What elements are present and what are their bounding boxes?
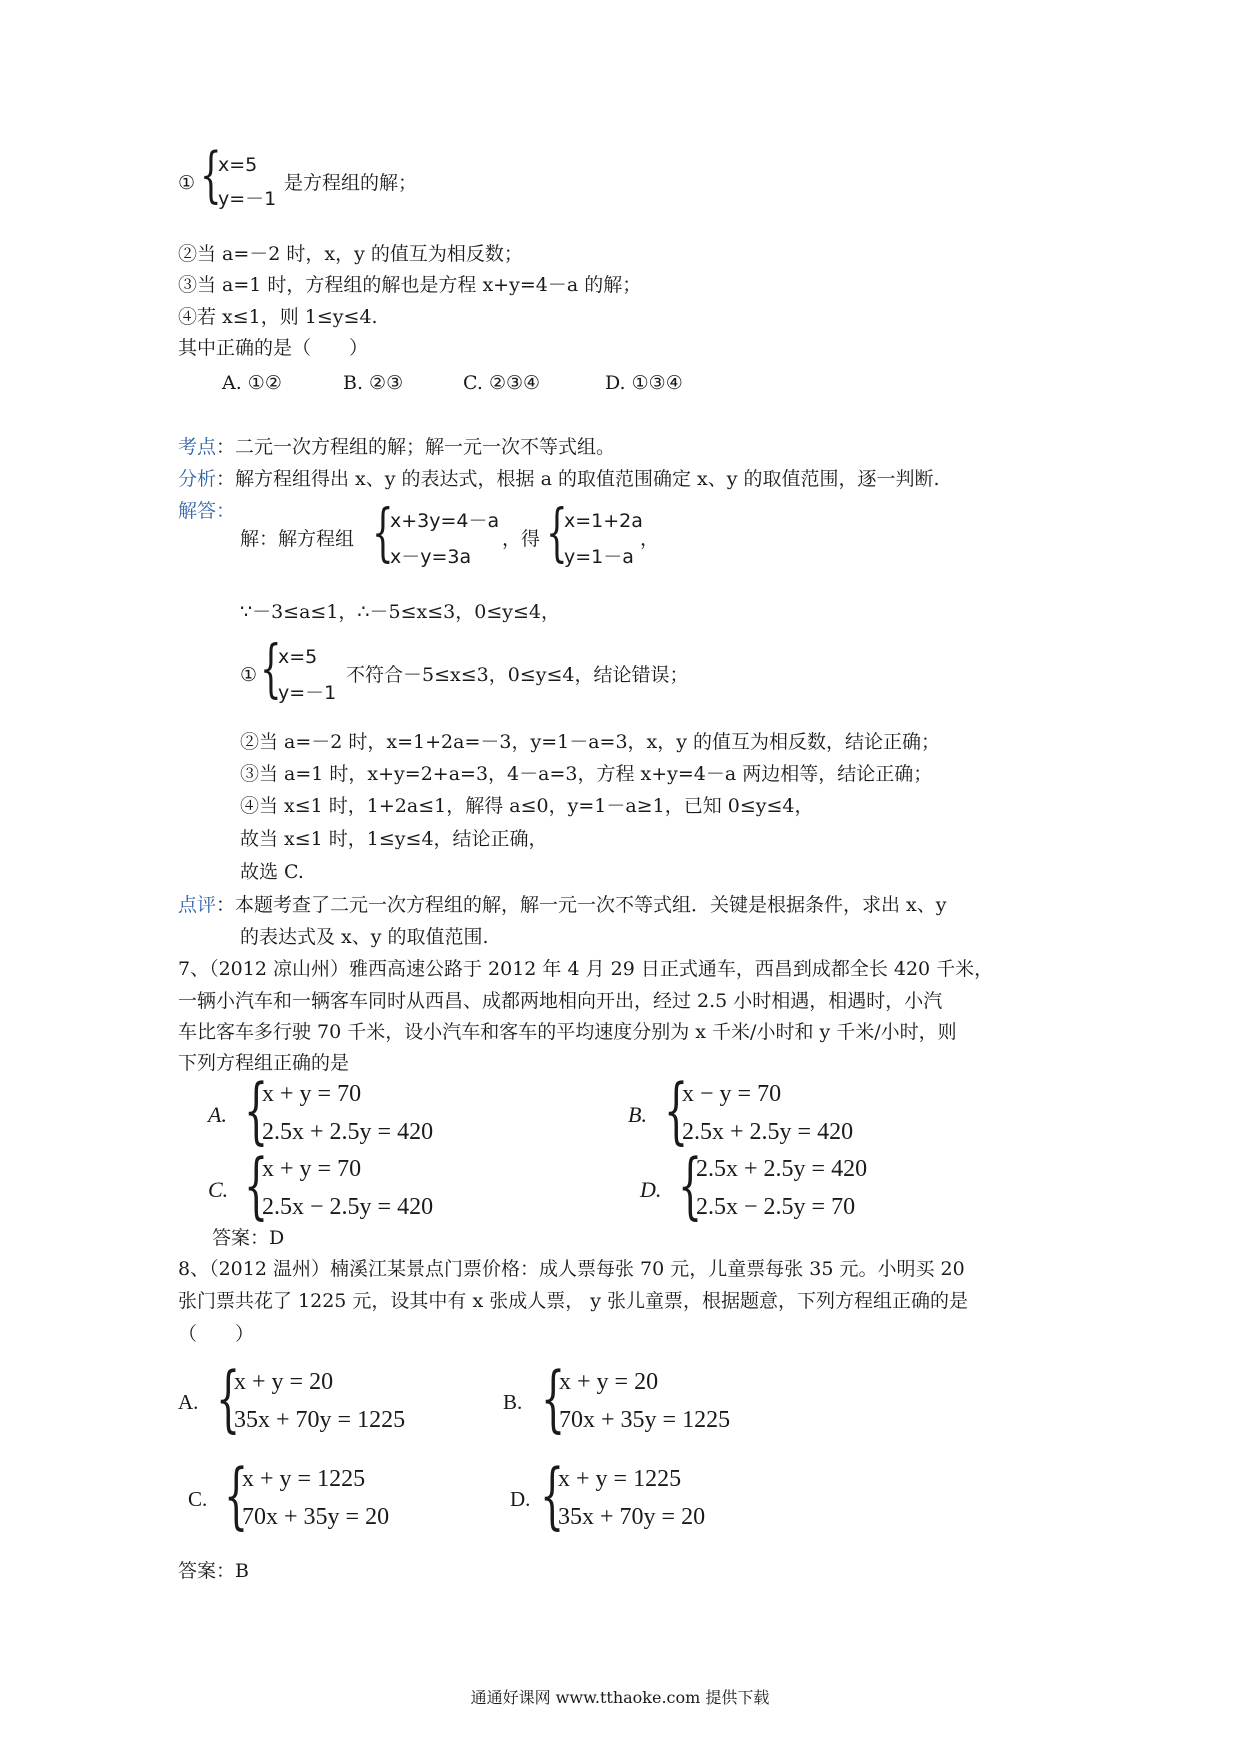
dianping-label: 点评: [178, 894, 217, 916]
eq-line: x=1+2a: [564, 510, 643, 532]
brace-icon: {: [540, 1453, 565, 1537]
brace-icon: {: [546, 496, 568, 571]
q7-line-3: 车比客车多行驶 70 千米，设小汽车和客车的平均速度分别为 x 千米/小时和 y 千米/小时，则: [178, 1021, 957, 1043]
q6-option-b: B. ②③: [343, 372, 404, 394]
page-footer: 通通好课网 www.tthaoke.com 提供下载: [470, 1688, 770, 1707]
check-5-line: 故当 x≤1 时，1≤y≤4，结论正确，: [240, 828, 548, 850]
q6-option-d: D. ①③④: [605, 372, 683, 394]
brace-icon: {: [244, 1143, 269, 1227]
q6-question: 其中正确的是（ ）: [178, 337, 369, 359]
check-4-line: ④当 x≤1 时，1+2a≤1，解得 a≤0，y=1－a≥1，已知 0≤y≤4，: [240, 795, 814, 817]
eq-line: 2.5x + 2.5y = 420: [682, 1119, 854, 1145]
q6-item4: ④若 x≤1，则 1≤y≤4.: [178, 306, 378, 328]
fenxi-label: 分析: [178, 468, 217, 490]
q8-line-2: 张门票共花了 1225 元，设其中有 x 张成人票， y 张儿童票，根据题意，下列方程组正确的是: [178, 1290, 969, 1312]
eq-line: 70x + 35y = 20: [242, 1504, 390, 1530]
eq-line: 35x + 70y = 20: [558, 1504, 706, 1530]
eq-line: x－y=3a: [390, 546, 472, 568]
option-label: D.: [510, 1487, 531, 1511]
solution-end: ，: [640, 528, 660, 550]
q6-item1-text: 是方程组的解；: [284, 172, 418, 194]
option-label: A.: [208, 1102, 227, 1127]
circled-1: ①: [178, 172, 196, 194]
eq-line: 70x + 35y = 1225: [559, 1407, 731, 1433]
dianping-line-2: 的表达式及 x、y 的取值范围.: [240, 926, 489, 948]
check-1-prefix: ①: [240, 664, 258, 686]
q7-line-4: 下列方程组正确的是: [178, 1052, 350, 1074]
option-label: C.: [188, 1487, 208, 1511]
q7-answer: 答案：D: [212, 1227, 285, 1249]
kaodian-line: [178, 436, 615, 459]
dianping-text-1: ：本题考查了二元一次方程组的解，解一元一次不等式组．关键是根据条件，求出 x、y: [216, 894, 947, 916]
q8-line-3: （ ）: [178, 1323, 255, 1345]
check-3-line: ③当 a=1 时，x+y=2+a=3，4－a=3，方程 x+y=4－a 两边相等，结论正确；: [240, 763, 933, 785]
brace-icon: {: [664, 1068, 689, 1152]
solution-prefix: 解：解方程组: [240, 528, 355, 550]
eq-line: 35x + 70y = 1225: [234, 1407, 406, 1433]
check-2-line: ②当 a=－2 时，x=1+2a=－3，y=1－a=3，x，y 的值互为相反数，结论正确；: [240, 731, 941, 753]
solution-mid: ，得: [502, 528, 541, 550]
check-6-line: 故选 C.: [240, 861, 304, 883]
jieda-colon: ：: [216, 500, 236, 522]
option-label: B.: [628, 1102, 647, 1127]
eq-line: 2.5x − 2.5y = 70: [696, 1194, 856, 1220]
eq-line: x+3y=4－a: [390, 510, 500, 532]
brace-icon: {: [224, 1453, 249, 1537]
jieda-label: 解答: [178, 500, 217, 522]
q6-option-c: C. ②③④: [463, 372, 541, 394]
eq-line: 2.5x + 2.5y = 420: [262, 1119, 434, 1145]
eq-line: 2.5x − 2.5y = 420: [262, 1194, 434, 1220]
q6-item2: ②当 a=－2 时，x，y 的值互为相反数；: [178, 243, 523, 265]
eq-line: y=－1: [278, 682, 337, 704]
brace-icon: {: [200, 140, 222, 211]
brace-icon: {: [541, 1356, 566, 1440]
q7-line-2: 一辆小汽车和一辆客车同时从西昌、成都两地相向开出，经过 2.5 小时相遇，相遇时，小汽: [178, 990, 943, 1012]
check-1-text: 不符合－5≤x≤3，0≤y≤4，结论错误；: [346, 664, 689, 686]
eq-line: x=5: [278, 646, 318, 668]
option-label: C.: [208, 1177, 229, 1202]
eq-line: x + y = 20: [234, 1369, 334, 1395]
brace-icon: {: [244, 1068, 269, 1152]
kaodian-text: ：二元一次方程组的解；解一元一次不等式组。: [216, 436, 616, 458]
q6-item3: ③当 a=1 时，方程组的解也是方程 x+y=4－a 的解；: [178, 274, 642, 296]
eq-line: x=5: [218, 154, 258, 176]
q8-answer: 答案：B: [178, 1560, 249, 1582]
range-line: ∵－3≤a≤1，∴－5≤x≤3，0≤y≤4，: [240, 601, 561, 623]
fenxi-text: ：解方程组得出 x、y 的表达式，根据 a 的取值范围确定 x、y 的取值范围，逐一判断.: [216, 468, 940, 490]
option-label: D.: [640, 1177, 662, 1202]
eq-line: x + y = 1225: [242, 1466, 366, 1492]
eq-line: x + y = 20: [559, 1369, 659, 1395]
q8-line-1: 8、（2012 温州）楠溪江某景点门票价格：成人票每张 70 元，儿童票每张 35 元。小明买 20: [178, 1258, 965, 1280]
brace-icon: {: [372, 496, 394, 571]
option-label: B.: [503, 1390, 523, 1414]
brace-icon: {: [216, 1356, 241, 1440]
dianping-line-1: [178, 894, 947, 917]
eq-line: x + y = 70: [262, 1156, 362, 1182]
eq-line: y=－1: [218, 188, 277, 210]
eq-line: x + y = 1225: [558, 1466, 682, 1492]
q7-line-1: 7、（2012 凉山州）雅西高速公路于 2012 年 4 月 29 日正式通车，西昌到成都全长 420 千米，: [178, 958, 994, 980]
eq-line: x + y = 70: [262, 1081, 362, 1107]
q6-option-a: A. ①②: [222, 372, 282, 394]
eq-line: 2.5x + 2.5y = 420: [696, 1156, 868, 1182]
brace-icon: {: [678, 1143, 703, 1227]
jieda-line: [178, 500, 235, 523]
brace-icon: {: [260, 632, 282, 707]
eq-line: x − y = 70: [682, 1081, 782, 1107]
fenxi-line: [178, 468, 940, 491]
kaodian-label: 考点: [178, 436, 217, 458]
option-label: A.: [178, 1390, 199, 1414]
eq-line: y=1－a: [564, 546, 634, 568]
